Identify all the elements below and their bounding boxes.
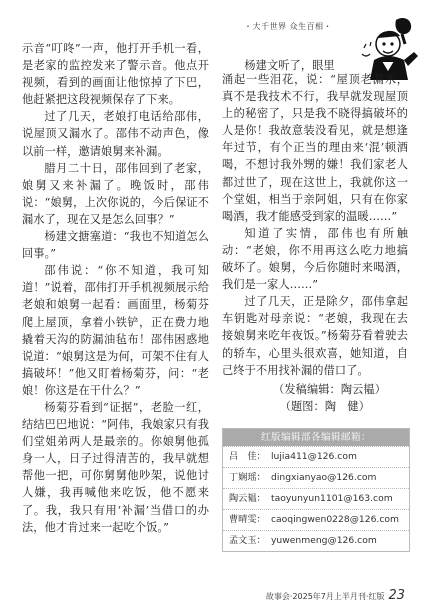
paragraph: 过了几天，正是除夕，邵伟拿起车钥匙对母亲说：“老娘，我现在去接娘舅来吃年夜饭。”杨菊芬看着驶去的轿车，心里头很欢喜，她知道，自己终于不用找补漏的借口了。 (222, 295, 408, 377)
editor-name: 曹晴雯： (229, 514, 266, 525)
paragraph: 示音“叮咚”一声，他打开手机一看，是老家的监控发来了警示音。他点开视频，看到的画面让他惊掉了下巴，他赶紧把这段视频保存了下来。 (22, 42, 209, 107)
paragraph: 杨建文搪塞道：“我也不知道怎么回事。” (22, 230, 209, 261)
paragraph: 涌起一些泪花，说：“屋顶老漏水，真不是我技术不行，我早就发现屋顶上的秘密了，只是我不晓得搞破坏的人是你！我故意装没看见，就是想逢年过节，有个正当的理由来‘混’顿酒喝，不想讨我外甥的嫌！我们家老人都过世了，现在这世上，我就你这一个堂姐，相当于亲阿姐，只有在你家喝酒，我才能感受到家的温暖……” (222, 73, 408, 223)
header-text: ・大千世界 众生百相・ (244, 22, 333, 31)
editor-email: yuwenmeng@126.com (271, 535, 377, 546)
editor-name: 孟文玉： (229, 535, 266, 546)
editor-email: lujia411@126.com (271, 451, 357, 462)
paragraph: 杨菊芬看到“证据”，老脸一红，结结巴巴地说：“阿伟，我娘家只有我们堂姐弟两人是最亲的。你娘舅他孤身一人，日子过得清苦的，我早就想帮他一把，可你舅舅他吵架，说他讨人嫌，我再喊他来吃饭，他不愿来了。我，我只有用‘补漏’当借口的办法，他才肯过来一起吃个饭。” (22, 400, 209, 534)
editor-row (223, 509, 409, 530)
page-footer (266, 588, 405, 603)
paragraph: 过了几天，老娘打电话给邵伟，说屋顶又漏水了。邵伟不动声色，像以前一样，邀请娘舅来补漏。 (22, 110, 209, 158)
footer-text: 故事会·2025年7月上半月刊·红版 (265, 592, 385, 601)
editor-email: caoqingwen0228@126.com (271, 514, 399, 525)
editor-email: taoyunyun1101@163.com (271, 493, 393, 504)
editor-name: 吕 佳： (229, 451, 266, 462)
paragraph: 邵伟说：“你不知道，我可知道！”说着，邵伟打开手机视频展示给老娘和娘舅一起看：画面里，杨菊芬爬上屋顶，拿着小铁铲，正在费力地撬着天沟的防漏油毡布！邵伟困惑地说道：“娘舅这是为何，可架不住有人搞破坏！”他又盯着杨菊芬，问：“老娘！你这是在干什么？” (22, 264, 209, 397)
editor-row (223, 467, 409, 488)
left-column (22, 40, 209, 536)
page-number: 23 (388, 588, 405, 603)
paragraph: 杨建文听了，眼里 (244, 59, 335, 72)
right-column (222, 71, 408, 415)
editor-row (223, 488, 409, 509)
editor-box-title: 红版编辑部各编辑邮箱： (223, 429, 409, 446)
editor-name: 丁娴瑶： (229, 472, 266, 483)
editor-name: 陶云韫： (229, 493, 266, 504)
paragraph: 知道了实情，邵伟也有所触动：“老娘，你不用再这么吃力地搞破坏了。娘舅，今后你随时来喝酒，我们是一家人……” (222, 226, 408, 292)
illustrator-credit: （题图：陶 健） (279, 399, 370, 413)
editor-row (223, 446, 409, 467)
editor-email: dingxianyao@126.com (271, 472, 377, 483)
editor-email-box (222, 428, 410, 552)
editor-row (223, 530, 409, 551)
paragraph: 腊月二十日，邵伟回到了老家，娘舅又来补漏了。晚饭时，邵伟说：“娘舅，上次你说的，今后保证不漏水了，现在又是怎么回事？” (22, 161, 209, 226)
editor-credit: （发稿编辑：陶云韫） (273, 382, 386, 396)
